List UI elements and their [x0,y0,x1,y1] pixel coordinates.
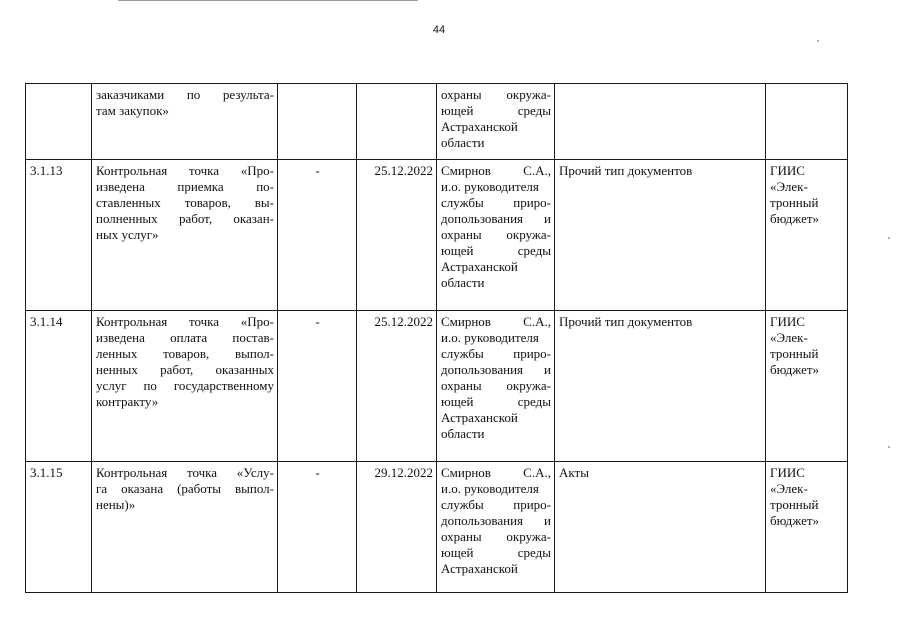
date-cell: 29.12.2022 [357,462,437,593]
table-row [26,462,848,593]
responsible-line: Астраханской [441,410,518,425]
event-line: ненных работ, оказанных [96,362,274,377]
event-line: контракту» [96,394,159,409]
scan-speck [817,40,819,42]
system-line: бюджет» [770,211,820,226]
system-line: бюджет» [770,362,820,377]
responsible-line: Астраханской [441,119,518,134]
date-cell: 25.12.2022 [357,160,437,311]
event-line: изведена оплата постав- [96,330,274,345]
event-line: услуг по государственному [96,378,274,393]
event-cell [92,160,278,311]
responsible-line: области [441,426,485,441]
responsible-line: области [441,275,485,290]
responsible-line: и.о. руководителя [441,179,539,194]
dash-cell: - [278,160,357,311]
responsible-line: Смирнов С.А., [441,163,551,178]
responsible-line: охраны окружа- [441,529,551,544]
event-line: изведена приемка по- [96,179,274,194]
table-row [26,160,848,311]
item-number-cell: 3.1.13 [26,160,92,311]
dash-cell: - [278,462,357,593]
system-line: ГИИС [770,163,805,178]
responsible-line: службы приро- [441,195,551,210]
system-line: «Элек- [770,481,808,496]
doc-type-cell: Акты [555,462,766,593]
system-line: ГИИС [770,314,805,329]
responsible-line: допользования и [441,211,551,226]
event-line: га оказана (работы выпол- [96,481,274,496]
responsible-line: допользования и [441,513,551,528]
event-line: там закупок» [96,103,169,118]
responsible-line: Астраханской [441,561,518,576]
responsible-line: Астраханской [441,259,518,274]
responsible-line: охраны окружа- [441,87,551,102]
event-line: нены)» [96,497,136,512]
item-number-cell: 3.1.14 [26,311,92,462]
responsible-line: охраны окружа- [441,227,551,242]
responsible-cell [437,84,555,160]
system-line: тронный [770,346,819,361]
responsible-line: ющей среды [441,545,551,560]
system-line: «Элек- [770,330,808,345]
responsible-line: службы приро- [441,346,551,361]
item-number-cell [26,84,92,160]
event-line: полненных работ, оказан- [96,211,274,226]
event-line: ставленных товаров, вы- [96,195,274,210]
responsible-line: охраны окружа- [441,378,551,393]
item-number-cell: 3.1.15 [26,462,92,593]
doc-type-cell: Прочий тип документов [555,311,766,462]
responsible-line: службы приро- [441,497,551,512]
date-cell: 25.12.2022 [357,311,437,462]
dash-cell [278,84,357,160]
system-cell [766,311,848,462]
responsible-line: ющей среды [441,394,551,409]
responsible-line: Смирнов С.А., [441,314,551,329]
event-line: Контрольная точка «Про- [96,314,274,329]
event-cell [92,311,278,462]
document-table [25,83,848,593]
event-line: Контрольная точка «Услу- [96,465,274,480]
event-line: ных услуг» [96,227,159,242]
system-cell [766,84,848,160]
system-cell [766,160,848,311]
responsible-cell [437,311,555,462]
event-line: заказчиками по результа- [96,87,274,102]
doc-type-cell: Прочий тип документов [555,160,766,311]
responsible-line: области [441,135,485,150]
responsible-line: и.о. руководителя [441,330,539,345]
event-cell [92,462,278,593]
system-line: «Элек- [770,179,808,194]
event-line: ленных товаров, выпол- [96,346,274,361]
dash-cell: - [278,311,357,462]
system-cell [766,462,848,593]
event-cell [92,84,278,160]
system-line: тронный [770,195,819,210]
top-edge-rule [118,0,418,1]
doc-type-cell [555,84,766,160]
event-line: Контрольная точка «Про- [96,163,274,178]
responsible-line: Смирнов С.А., [441,465,551,480]
table-body [26,84,848,593]
responsible-line: ющей среды [441,243,551,258]
responsible-line: ющей среды [441,103,551,118]
date-cell [357,84,437,160]
responsible-line: и.о. руководителя [441,481,539,496]
system-line: тронный [770,497,819,512]
responsible-cell [437,462,555,593]
page-number: 44 [432,24,446,36]
table-row [26,84,848,160]
system-line: ГИИС [770,465,805,480]
scan-speck [888,446,890,448]
responsible-line: допользования и [441,362,551,377]
scan-speck [888,237,890,239]
system-line: бюджет» [770,513,820,528]
table-row [26,311,848,462]
responsible-cell [437,160,555,311]
